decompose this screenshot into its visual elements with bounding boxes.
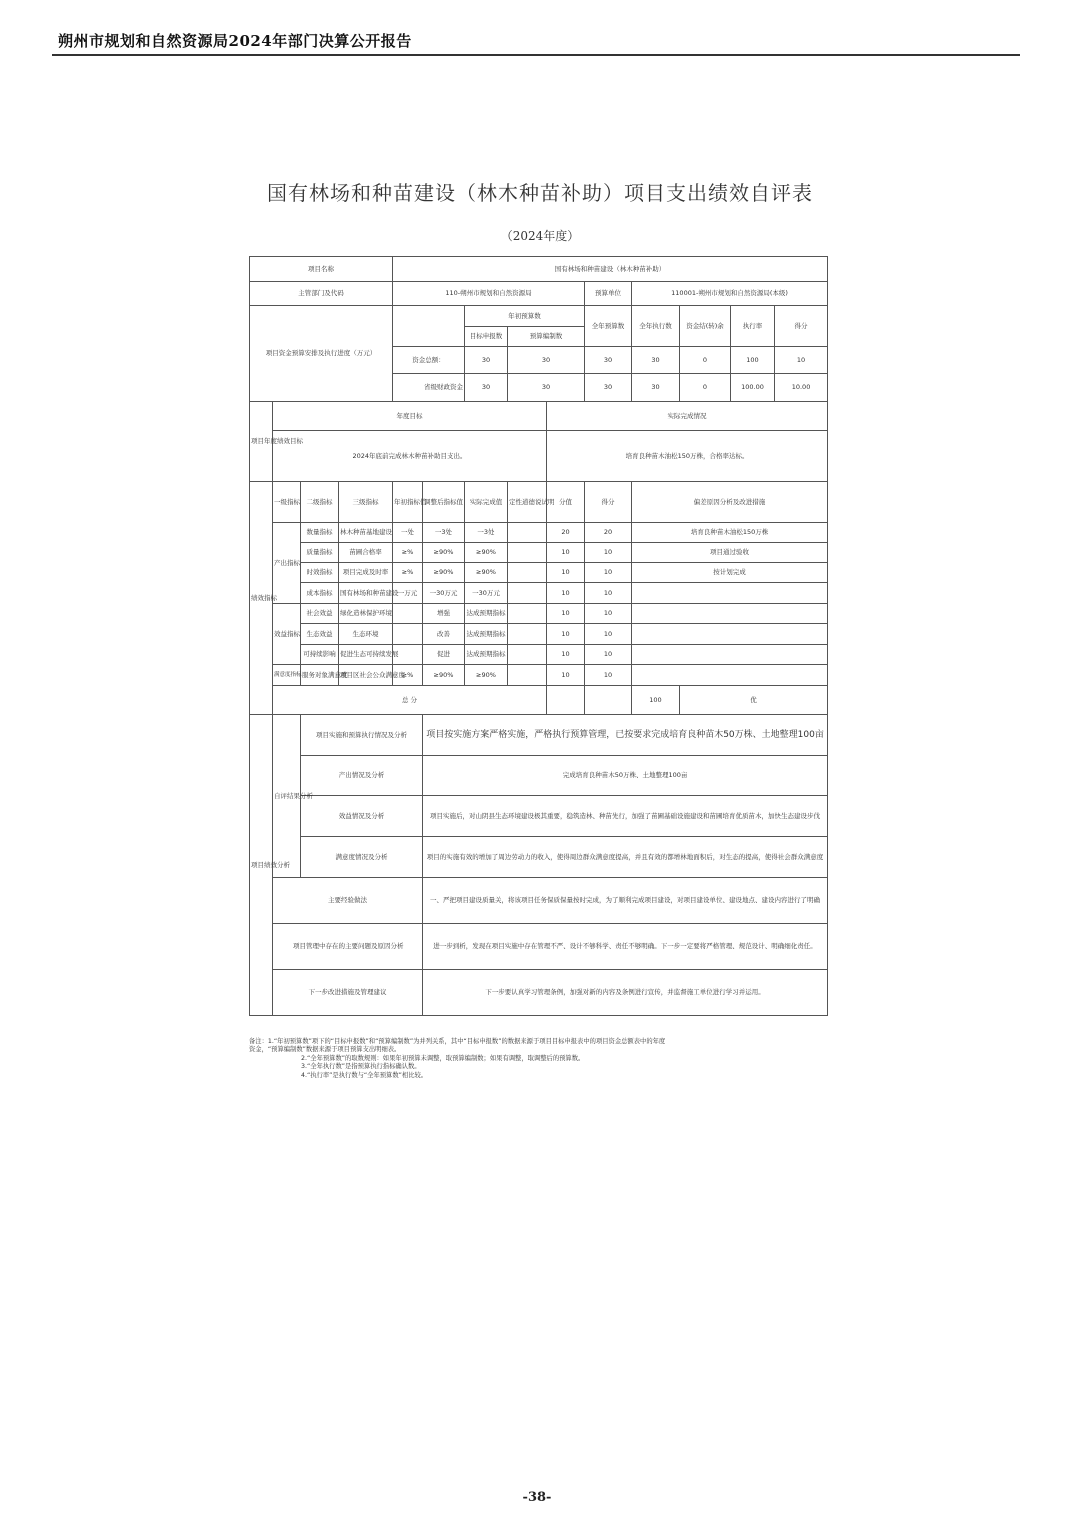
funds-full-year-header: 全年预算数 — [585, 306, 632, 347]
note-line: 资金，“预算编制数”数据来源于项目预算支出明细表。 — [249, 1046, 401, 1054]
note-line: 备注：1.“年初预算数”项下的“目标申报数”和“预算编制数”为并列关系，其中“目标申报数”的数据来源于项目目标申报表中的项目资金总额表中的年度 — [249, 1038, 666, 1045]
ind-weight: 10 — [547, 624, 585, 645]
ind-l3: 国有林场和种苗建设 — [339, 583, 393, 604]
indicator-row — [250, 665, 828, 686]
indicator-row — [250, 543, 828, 563]
unit-value: 110001-朔州市规划和自然资源局(本级) — [632, 282, 828, 306]
funds-compiled-header: 预算编制数 — [508, 327, 585, 347]
ind-l3: 项目区社会公众满意度 — [339, 665, 393, 686]
ind-qual — [508, 583, 547, 604]
ind-qual — [508, 665, 547, 686]
ind-l3: 绿化造林保护环境 — [339, 604, 393, 624]
note-line: 4.“执行率”是执行数与“全年预算数”相比较。 — [301, 1071, 428, 1079]
ind-l2: 社会效益 — [301, 604, 339, 624]
funds-total-rate: 100 — [731, 347, 775, 374]
funds-provincial-rate: 100.00 — [731, 374, 775, 402]
ind-actual: ≥90% — [465, 563, 508, 583]
satisfaction-indicator-label: 满意度指标 — [273, 665, 301, 686]
indicator-row — [250, 645, 828, 665]
problems-label: 项目管理中存在的主要问题及原因分析 — [273, 924, 423, 970]
row-project-name — [250, 257, 828, 282]
indicator-row — [250, 583, 828, 604]
ind-weight: 10 — [547, 583, 585, 604]
next-steps-text: 下一步要认真学习管理条例，加强对新的内容及条例进行宣传，并监督施工单位进行学习并运用。 — [423, 970, 828, 1016]
ind-score-header: 得分 — [585, 482, 632, 523]
output-indicator-label: 产出指标 — [273, 523, 301, 604]
ind-l2: 可持续影响 — [301, 645, 339, 665]
analysis-item-text: 项目实施后，对山阴县生态环境建设极其重要，稳筑造林、种苗先行，加强了苗圃基础设施建设和苗圃培育优质苗木，加快生态建设步伐 — [423, 796, 828, 837]
ind-level1-header: 一级指标 — [273, 482, 301, 523]
analysis-problems-row — [250, 924, 828, 970]
ind-score: 10 — [585, 624, 632, 645]
ind-reason — [632, 604, 828, 624]
analysis-row — [250, 796, 828, 837]
analysis-item-name: 项目实施和预算执行情况及分析 — [301, 715, 423, 756]
analysis-item-text: 项目的实施有效的增加了周边劳动力的收入，使得周边群众满意度提高，并且有效的都增林地面积后，对生态的提高，使得社会群众满意度 — [423, 837, 828, 878]
problems-text: 进一步到析，发现在项目实施中存在管理不严、设计不够科学、责任不够明确。下一步一定要将严格管理、规范设计、明确细化责任。 — [423, 924, 828, 970]
document-title: 国有林场和种苗建设（林木种苗补助）项目支出绩效自评表 — [267, 181, 813, 205]
ind-qual — [508, 563, 547, 583]
analysis-item-name: 产出情况及分析 — [301, 756, 423, 796]
ind-adjusted-header: 调整后指标值 — [423, 482, 465, 523]
note-line: 3.“全年执行数”是指预算执行指标确认数。 — [301, 1063, 421, 1071]
ind-level2-header: 二级指标 — [301, 482, 339, 523]
analysis-sub-label: 自评结果分析 — [273, 715, 301, 878]
ind-adj: 促进 — [423, 645, 465, 665]
ind-actual: 达成预期指标 — [465, 624, 508, 645]
funds-provincial-full: 30 — [585, 374, 632, 402]
funds-initial-header: 年初预算数 — [465, 306, 585, 327]
ind-init: ≥% — [393, 665, 423, 686]
ind-reason — [632, 665, 828, 686]
row-indicator-header — [250, 482, 828, 523]
next-steps-label: 下一步改进措施及管理建议 — [273, 970, 423, 1016]
funds-total-score: 10 — [775, 347, 828, 374]
ind-adj: 改善 — [423, 624, 465, 645]
ind-adj: 增强 — [423, 604, 465, 624]
funds-total-label: 资金总额： — [393, 347, 465, 374]
total-grade: 优 — [680, 686, 828, 715]
ind-reason — [632, 624, 828, 645]
ind-adj: ≥90% — [423, 543, 465, 563]
goal-actual-text: 培育良种苗木油松150万株，合格率达标。 — [547, 431, 828, 482]
ind-qual — [508, 543, 547, 563]
ind-actual: 达成预期指标 — [465, 645, 508, 665]
report-header-title: 朔州市规划和自然资源局2024年部门决算公开报告 — [58, 32, 412, 50]
ind-adj: ≥90% — [423, 563, 465, 583]
funds-executed-header: 全年执行数 — [632, 306, 680, 347]
unit-label: 预算单位 — [585, 282, 632, 306]
ind-actual: 一30万元 — [465, 583, 508, 604]
ind-qualitative-header: 定性道德说试明 — [508, 482, 547, 523]
page-number: -38- — [522, 1490, 552, 1505]
ind-score: 10 — [585, 645, 632, 665]
ind-actual: 达成预期指标 — [465, 604, 508, 624]
funds-total-compiled: 30 — [508, 347, 585, 374]
ind-score: 10 — [585, 604, 632, 624]
ind-l3: 生态环境 — [339, 624, 393, 645]
funds-label: 项目资金预算安排及执行进度（万元） — [250, 306, 393, 402]
ind-reason — [632, 583, 828, 604]
indicators-label: 绩效指标 — [250, 482, 273, 715]
row-department — [250, 282, 828, 306]
ind-l2: 时效指标 — [301, 563, 339, 583]
ind-reason — [632, 645, 828, 665]
ind-init: ≥% — [393, 563, 423, 583]
ind-adj: ≥90% — [423, 665, 465, 686]
funds-target-header: 目标申报数 — [465, 327, 508, 347]
ind-actual-header: 实际完成值 — [465, 482, 508, 523]
table-notes — [249, 1038, 834, 1080]
funds-balance-header: 资金结(转)余 — [680, 306, 731, 347]
funds-provincial-balance: 0 — [680, 374, 731, 402]
ind-l2: 生态效益 — [301, 624, 339, 645]
row-goal-content — [250, 431, 828, 482]
ind-l3: 林木种苗基地建设 — [339, 523, 393, 543]
ind-weight: 10 — [547, 604, 585, 624]
ind-reason: 培育良种苗木油松150万株 — [632, 523, 828, 543]
experience-label: 主要经验做法 — [273, 878, 423, 924]
ind-l2: 数量指标 — [301, 523, 339, 543]
ind-weight: 10 — [547, 645, 585, 665]
funds-total-target: 30 — [465, 347, 508, 374]
analysis-row — [250, 715, 828, 756]
goal-annual-header: 年度目标 — [273, 402, 547, 431]
funds-provincial-score: 10.00 — [775, 374, 828, 402]
analysis-label: 项目绩效分析 — [250, 715, 273, 1016]
ind-l3: 项目完成及时率 — [339, 563, 393, 583]
ind-reason: 按计划完成 — [632, 563, 828, 583]
ind-l2: 质量指标 — [301, 543, 339, 563]
ind-reason: 项目通过验收 — [632, 543, 828, 563]
funds-score-header: 得分 — [775, 306, 828, 347]
row-funds-header-1 — [250, 306, 828, 327]
total-score: 100 — [632, 686, 680, 715]
ind-l2: 成本指标 — [301, 583, 339, 604]
dept-label: 主管部门及代码 — [250, 282, 393, 306]
row-goal-header — [250, 402, 828, 431]
ind-score: 10 — [585, 665, 632, 686]
ind-score: 10 — [585, 583, 632, 604]
indicator-row — [250, 604, 828, 624]
indicator-row — [250, 624, 828, 645]
ind-l3: 促进生态可持续发展 — [339, 645, 393, 665]
analysis-item-name: 效益情况及分析 — [301, 796, 423, 837]
ind-init: 一万元 — [393, 583, 423, 604]
document-year: （2024年度） — [500, 229, 580, 243]
experience-text: 一、严把项目建设质量关，将该项目任务保质保量按时完成，为了顺利完成项目建设，对项目建设单位、建设地点、建设内容进行了明确 — [423, 878, 828, 924]
header-divider — [52, 54, 1020, 56]
ind-score: 10 — [585, 563, 632, 583]
funds-total-full: 30 — [585, 347, 632, 374]
ind-qual — [508, 523, 547, 543]
total-blank-2 — [585, 686, 632, 715]
ind-actual: ≥90% — [465, 665, 508, 686]
indicator-row — [250, 523, 828, 543]
ind-weight: 20 — [547, 523, 585, 543]
ind-score: 20 — [585, 523, 632, 543]
ind-qual — [508, 604, 547, 624]
analysis-experience-row — [250, 878, 828, 924]
indicator-row — [250, 563, 828, 583]
dept-value: 110-朔州市规划和自然资源局 — [393, 282, 585, 306]
note-line: 2.“全年预算数”的取数规则：如果年初预算未调整，取预算编制数；如果有调整，取调整后的预算数。 — [301, 1054, 585, 1062]
ind-score: 10 — [585, 543, 632, 563]
benefit-indicator-label: 效益指标 — [273, 604, 301, 665]
ind-reason-header: 偏差原因分析及改进措施 — [632, 482, 828, 523]
ind-init — [393, 624, 423, 645]
ind-adj: 一30万元 — [423, 583, 465, 604]
analysis-item-text: 完成培育良种苗木50万株、土地整理100亩 — [423, 756, 828, 796]
goal-actual-header: 实际完成情况 — [547, 402, 828, 431]
ind-actual: 一3处 — [465, 523, 508, 543]
funds-blank-cell — [393, 306, 465, 347]
analysis-row — [250, 837, 828, 878]
ind-init: ≥% — [393, 543, 423, 563]
ind-init: 一处 — [393, 523, 423, 543]
ind-qual — [508, 645, 547, 665]
funds-provincial-executed: 30 — [632, 374, 680, 402]
project-name-value: 国有林场和种苗建设（林木种苗补助） — [393, 257, 828, 282]
performance-table — [249, 256, 828, 1016]
ind-l3: 苗圃合格率 — [339, 543, 393, 563]
ind-l2: 服务对象满意度 — [301, 665, 339, 686]
analysis-next-row — [250, 970, 828, 1016]
ind-qual — [508, 624, 547, 645]
funds-provincial-label: 省级财政资金 — [393, 374, 465, 402]
row-total — [250, 686, 828, 715]
ind-init — [393, 604, 423, 624]
ind-actual: ≥90% — [465, 543, 508, 563]
funds-total-executed: 30 — [632, 347, 680, 374]
ind-adj: 一3处 — [423, 523, 465, 543]
ind-initial-header: 年初指标值 — [393, 482, 423, 523]
ind-weight: 10 — [547, 543, 585, 563]
ind-level3-header: 三级指标 — [339, 482, 393, 523]
ind-weight: 10 — [547, 563, 585, 583]
total-label: 总 分 — [273, 686, 547, 715]
project-name-label: 项目名称 — [250, 257, 393, 282]
funds-provincial-target: 30 — [465, 374, 508, 402]
total-blank-1 — [547, 686, 585, 715]
analysis-item-name: 满意度情况及分析 — [301, 837, 423, 878]
goal-annual-text: 2024年底前完成林木种苗补助目支出。 — [273, 431, 547, 482]
analysis-item-text: 项目按实施方案严格实施，严格执行预算管理，已按要求完成培育良种苗木50万株、土地整理100亩 — [423, 715, 828, 756]
analysis-row — [250, 756, 828, 796]
ind-weight-header: 分值 — [547, 482, 585, 523]
goal-label: 项目年度绩效目标 — [250, 402, 273, 482]
ind-weight: 10 — [547, 665, 585, 686]
funds-rate-header: 执行率 — [731, 306, 775, 347]
funds-total-balance: 0 — [680, 347, 731, 374]
funds-provincial-compiled: 30 — [508, 374, 585, 402]
